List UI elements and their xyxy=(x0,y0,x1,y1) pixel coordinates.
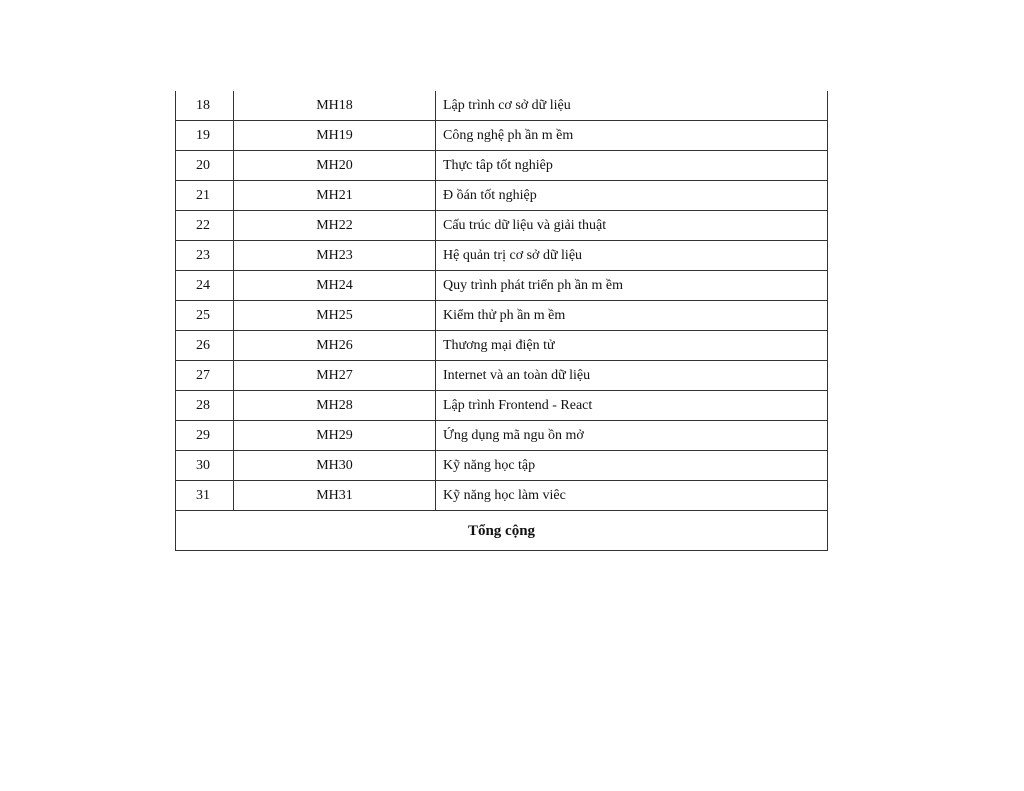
course-code-cell: MH26 xyxy=(234,331,436,361)
course-code-cell: MH28 xyxy=(234,391,436,421)
course-code-cell: MH25 xyxy=(234,301,436,331)
table-row xyxy=(176,181,828,211)
course-name-cell: Lập trình cơ sở dữ liệu xyxy=(436,91,828,121)
table-row xyxy=(176,481,828,511)
row-number-cell: 30 xyxy=(176,451,234,481)
course-name-cell: Thực tâp tốt nghiêp xyxy=(436,151,828,181)
course-code-cell: MH29 xyxy=(234,421,436,451)
course-name-cell: Internet và an toàn dữ liệu xyxy=(436,361,828,391)
course-name-cell: Thương mại điện tử xyxy=(436,331,828,361)
row-number-cell: 26 xyxy=(176,331,234,361)
table-row xyxy=(176,331,828,361)
course-name-cell: Kỹ năng học tập xyxy=(436,451,828,481)
course-name-cell: Quy trình phát triển ph ần m ềm xyxy=(436,271,828,301)
course-name-cell: Kiểm thử ph ần m ềm xyxy=(436,301,828,331)
course-code-cell: MH18 xyxy=(234,91,436,121)
row-number-cell: 19 xyxy=(176,121,234,151)
course-code-cell: MH24 xyxy=(234,271,436,301)
course-table-body xyxy=(176,91,828,551)
row-number-cell: 31 xyxy=(176,481,234,511)
course-name-cell: Hệ quản trị cơ sở dữ liệu xyxy=(436,241,828,271)
table-row xyxy=(176,151,828,181)
table-row xyxy=(176,301,828,331)
table-row xyxy=(176,91,828,121)
course-name-cell: Lập trình Frontend - React xyxy=(436,391,828,421)
row-number-cell: 22 xyxy=(176,211,234,241)
row-number-cell: 23 xyxy=(176,241,234,271)
table-row xyxy=(176,241,828,271)
row-number-cell: 28 xyxy=(176,391,234,421)
row-number-cell: 20 xyxy=(176,151,234,181)
row-number-cell: 25 xyxy=(176,301,234,331)
table-row xyxy=(176,391,828,421)
row-number-cell: 18 xyxy=(176,91,234,121)
course-code-cell: MH27 xyxy=(234,361,436,391)
course-code-cell: MH19 xyxy=(234,121,436,151)
course-name-cell: Ứng dụng mã ngu ồn mở xyxy=(436,421,828,451)
table-row xyxy=(176,451,828,481)
course-table xyxy=(175,91,828,551)
course-code-cell: MH30 xyxy=(234,451,436,481)
course-code-cell: MH22 xyxy=(234,211,436,241)
course-name-cell: Cấu trúc dữ liệu và giải thuật xyxy=(436,211,828,241)
total-label: Tổng cộng xyxy=(176,511,828,551)
row-number-cell: 21 xyxy=(176,181,234,211)
course-name-cell: Kỹ năng học làm viêc xyxy=(436,481,828,511)
table-row xyxy=(176,421,828,451)
course-code-cell: MH31 xyxy=(234,481,436,511)
total-row xyxy=(176,511,828,551)
row-number-cell: 27 xyxy=(176,361,234,391)
table-row xyxy=(176,121,828,151)
course-name-cell: Công nghệ ph ần m ềm xyxy=(436,121,828,151)
row-number-cell: 24 xyxy=(176,271,234,301)
course-code-cell: MH21 xyxy=(234,181,436,211)
course-code-cell: MH20 xyxy=(234,151,436,181)
table-row xyxy=(176,271,828,301)
course-name-cell: Đ ồán tốt nghiệp xyxy=(436,181,828,211)
row-number-cell: 29 xyxy=(176,421,234,451)
table-row xyxy=(176,361,828,391)
course-code-cell: MH23 xyxy=(234,241,436,271)
table-row xyxy=(176,211,828,241)
